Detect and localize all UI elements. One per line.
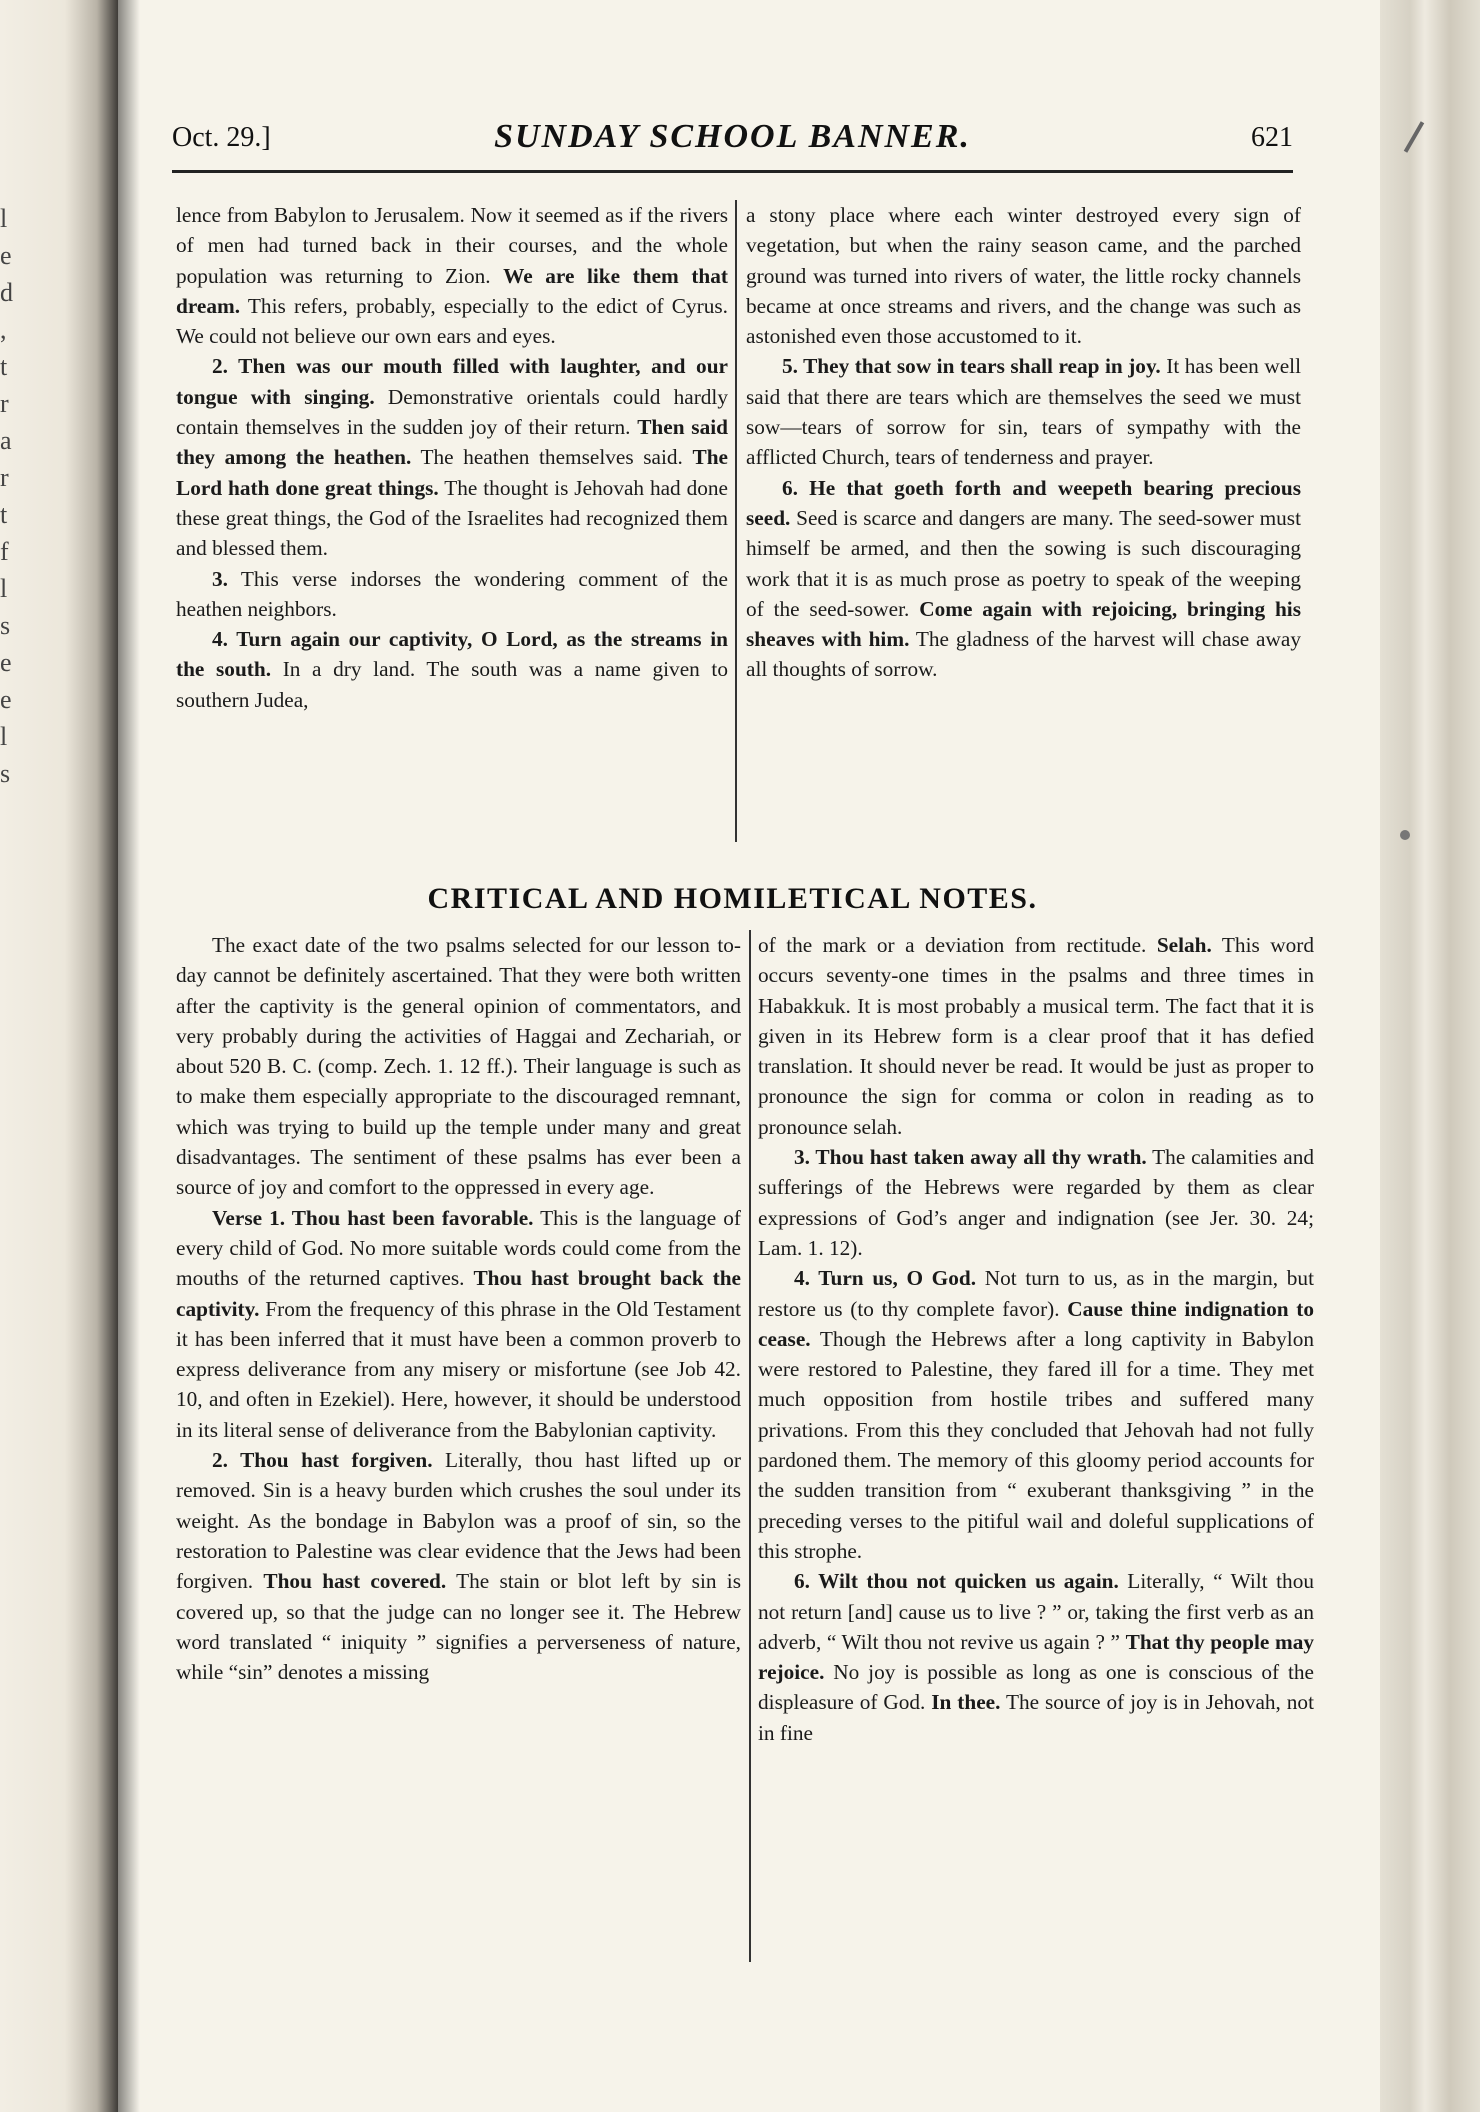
margin-letter: l bbox=[0, 204, 8, 233]
text-run: The calamities and sufferings of the Hebrews were regarded by them as clear expressions of God’s anger and indignation (see Jer. 30. 24; Lam. 1. 12). bbox=[758, 1145, 1314, 1260]
bold-phrase: Selah. bbox=[1156, 933, 1212, 957]
text-run: of the mark or a deviation from rectitude. bbox=[758, 933, 1157, 957]
text-run: It has been well said that there are tears which are themselves the seed we must sow—tears of sorrow for sin, tears of sympathy with the afflicted Church, tears of tenderness and prayer. bbox=[746, 354, 1301, 470]
bold-phrase: We are like them that dream. bbox=[176, 263, 728, 318]
paragraph bbox=[758, 1566, 1314, 1748]
text-run: lence from Babylon to Jerusalem. Now it seemed as if the rivers of men had turned back in their courses, and the whole population was returning to Zion. bbox=[176, 203, 728, 288]
bold-phrase: The Lord hath done great things. bbox=[176, 445, 728, 500]
margin-letter: r bbox=[0, 389, 9, 418]
running-header bbox=[172, 118, 1293, 170]
page-edge-stack bbox=[1380, 0, 1480, 2112]
margin-letter: e bbox=[0, 241, 12, 270]
paragraph bbox=[746, 351, 1301, 472]
bottom-column-divider bbox=[749, 930, 751, 1962]
text-run: Literally, thou hast lifted up or removed. Sin is a heavy burden which crushes the soul under its weight. As the bondage in Babylon was a proof of sin, so the restoration to Palestine was clear evidence that the Jews had been forgiven. bbox=[176, 1448, 741, 1594]
paragraph bbox=[758, 930, 1314, 1142]
bold-phrase: 3. bbox=[212, 566, 228, 591]
text-run: The exact date of the two psalms selected for our lesson to-day cannot be definitely ascertained. That they were both written after the captivity is the general opinion of commentators, and very probably during the activities of Haggai and Zechariah, or about 520 B. C. (comp. Zech. 1. 12 ff.). Their language is such as to make them especially appropriate to the discouraged remnant, which was trying to build up the temple under many and great disadvantages. The sentiment of these psalms has ever been a source of joy and comfort to the oppressed in every age. bbox=[176, 933, 741, 1200]
gutter-shadow bbox=[118, 0, 140, 2112]
header-date: Oct. 29.] bbox=[172, 122, 271, 153]
text-run: The thought is Jehovah had done these great things, the God of the Israelites had recognized them and blessed them. bbox=[176, 475, 728, 561]
margin-letter: s bbox=[0, 611, 11, 640]
page-number: 621 bbox=[1251, 122, 1293, 153]
bold-phrase: 5. They that sow in tears shall reap in joy. bbox=[782, 354, 1161, 379]
margin-letter: e bbox=[0, 685, 12, 714]
paragraph bbox=[176, 200, 728, 351]
bold-phrase: 6. Wilt thou not quicken us again. bbox=[794, 1569, 1119, 1594]
text-run: This is the language of every child of God. No more suitable words could come from the mouths of the returned captives. bbox=[176, 1205, 741, 1291]
margin-letter: a bbox=[0, 426, 12, 455]
paragraph bbox=[176, 351, 728, 563]
bold-phrase: 2. Then was our mouth filled with laughter, and our tongue with singing. bbox=[176, 354, 728, 409]
text-run: From the frequency of this phrase in the Old Testament it has been inferred that it must have been a common proverb to express deliverance from any misery or misfortune (see Job 42. 10, and often in Ezekiel). Here, however, it should be understood in its literal sense of deliverance from the Babylonian captivity. bbox=[176, 1296, 741, 1442]
margin-letter: t bbox=[0, 352, 8, 381]
margin-letter: l bbox=[0, 722, 8, 751]
edge-spot bbox=[1400, 830, 1410, 840]
margin-letter: t bbox=[0, 500, 8, 529]
paragraph bbox=[176, 564, 728, 625]
bottom-right-column bbox=[758, 930, 1314, 1748]
text-run: In a dry land. The south was a name given to southern Judea, bbox=[176, 657, 728, 712]
margin-letter: e bbox=[0, 648, 12, 677]
paragraph bbox=[176, 1445, 741, 1687]
bold-phrase: That thy people may rejoice. bbox=[758, 1629, 1315, 1685]
bold-phrase: Come again with rejoicing, bringing his sheaves with him. bbox=[746, 596, 1301, 652]
text-run: The gladness of the harvest will chase away all thoughts of sorrow. bbox=[746, 627, 1301, 682]
paragraph bbox=[746, 473, 1301, 685]
text-run: The source of joy is in Jehovah, not in fine bbox=[758, 1690, 1314, 1745]
text-run: This verse indorses the wondering comment of the heathen neighbors. bbox=[176, 566, 728, 621]
text-run: Demonstrative orientals could hardly contain themselves in the sudden joy of their return. bbox=[176, 384, 729, 440]
margin-letter: d bbox=[0, 278, 13, 307]
text-run: The stain or blot left by sin is covered up, so that the judge can no longer see it. The Hebrew word translated “ iniquity ” signifies a perverseness of nature, while “sin” denotes a missing bbox=[176, 1569, 741, 1685]
bold-phrase: 6. He that goeth forth and weepeth bearing precious seed. bbox=[746, 475, 1301, 530]
bold-phrase: 4. Turn again our captivity, O Lord, as the streams in the south. bbox=[176, 627, 728, 682]
paragraph bbox=[176, 624, 728, 715]
text-run: Seed is scarce and dangers are many. The seed-sower must himself be armed, and then the sowing is such discouraging work that it is as much prose as poetry to speak of the weeping of the seed-sower. bbox=[746, 505, 1301, 621]
text-run: Literally, “ Wilt thou not return [and] cause us to live ? ” or, taking the first verb as an adverb, “ Wilt thou not revive us again ? ” bbox=[758, 1569, 1315, 1654]
paragraph bbox=[746, 200, 1301, 351]
adjacent-page-strip bbox=[0, 0, 118, 2112]
bold-phrase: Then said they among the heathen. bbox=[176, 415, 728, 470]
text-run: a stony place where each winter destroyed every sign of vegetation, but when the rainy season came, and the parched ground was turned into rivers of water, the little rocky channels became at once streams and rivers, and the change was such as astonished even those accustomed to it. bbox=[746, 203, 1301, 349]
bold-phrase: Thou hast covered. bbox=[263, 1569, 447, 1594]
bold-phrase: Verse 1. Thou hast been favorable. bbox=[212, 1205, 534, 1230]
adjacent-page-letters bbox=[0, 200, 12, 792]
margin-letter: , bbox=[0, 315, 7, 344]
text-run: This refers, probably, especially to the edict of Cyrus. We could not believe our own ears and eyes. bbox=[176, 293, 728, 349]
margin-letter: l bbox=[0, 574, 8, 603]
bold-phrase: 2. Thou hast forgiven. bbox=[212, 1448, 433, 1473]
bold-phrase: In thee. bbox=[931, 1690, 1001, 1715]
section-heading: CRITICAL AND HOMILETICAL NOTES. bbox=[427, 882, 1038, 915]
top-right-column bbox=[746, 200, 1301, 685]
bottom-left-column bbox=[176, 930, 741, 1687]
top-left-column bbox=[176, 200, 728, 715]
bold-phrase: Thou hast brought back the captivity. bbox=[176, 1266, 741, 1321]
text-run: This word occurs seventy-one times in the psalms and three times in Habakkuk. It is most probably a musical term. The fact that it is given in its Hebrew form is a clear proof that it has defied translation. It should never be read. It would be just as proper to pronounce the sign for comma or colon in reading as to pronounce selah. bbox=[758, 933, 1314, 1139]
text-run: The heathen themselves said. bbox=[411, 445, 693, 470]
paragraph bbox=[176, 930, 741, 1203]
margin-letter: r bbox=[0, 463, 9, 492]
paragraph bbox=[758, 1263, 1314, 1566]
bold-phrase: 3. Thou hast taken away all thy wrath. bbox=[794, 1145, 1147, 1170]
margin-letter: s bbox=[0, 759, 11, 788]
text-run: Though the Hebrews after a long captivity in Babylon were restored to Palestine, they fared ill for a time. They met much opposition from hostile tribes and suffered many privations. From this they concluded that Jehovah had not fully pardoned them. The memory of this gloomy period accounts for the sudden transition from “ exuberant thanksgiving ” in the preceding verses to the pitiful wail and doleful supplications of this strophe. bbox=[758, 1326, 1314, 1563]
text-run: Not turn to us, as in the margin, but restore us (to thy complete favor). bbox=[758, 1266, 1315, 1321]
margin-letter: f bbox=[0, 537, 9, 566]
text-run: No joy is possible as long as one is conscious of the displeasure of God. bbox=[758, 1660, 1314, 1715]
paragraph bbox=[758, 1142, 1314, 1263]
bold-phrase: Cause thine indignation to cease. bbox=[758, 1296, 1314, 1351]
header-rule bbox=[172, 170, 1293, 173]
top-column-divider bbox=[735, 200, 737, 842]
bold-phrase: 4. Turn us, O God. bbox=[794, 1266, 977, 1291]
paragraph bbox=[176, 1203, 741, 1445]
journal-title: SUNDAY SCHOOL BANNER. bbox=[494, 118, 971, 155]
